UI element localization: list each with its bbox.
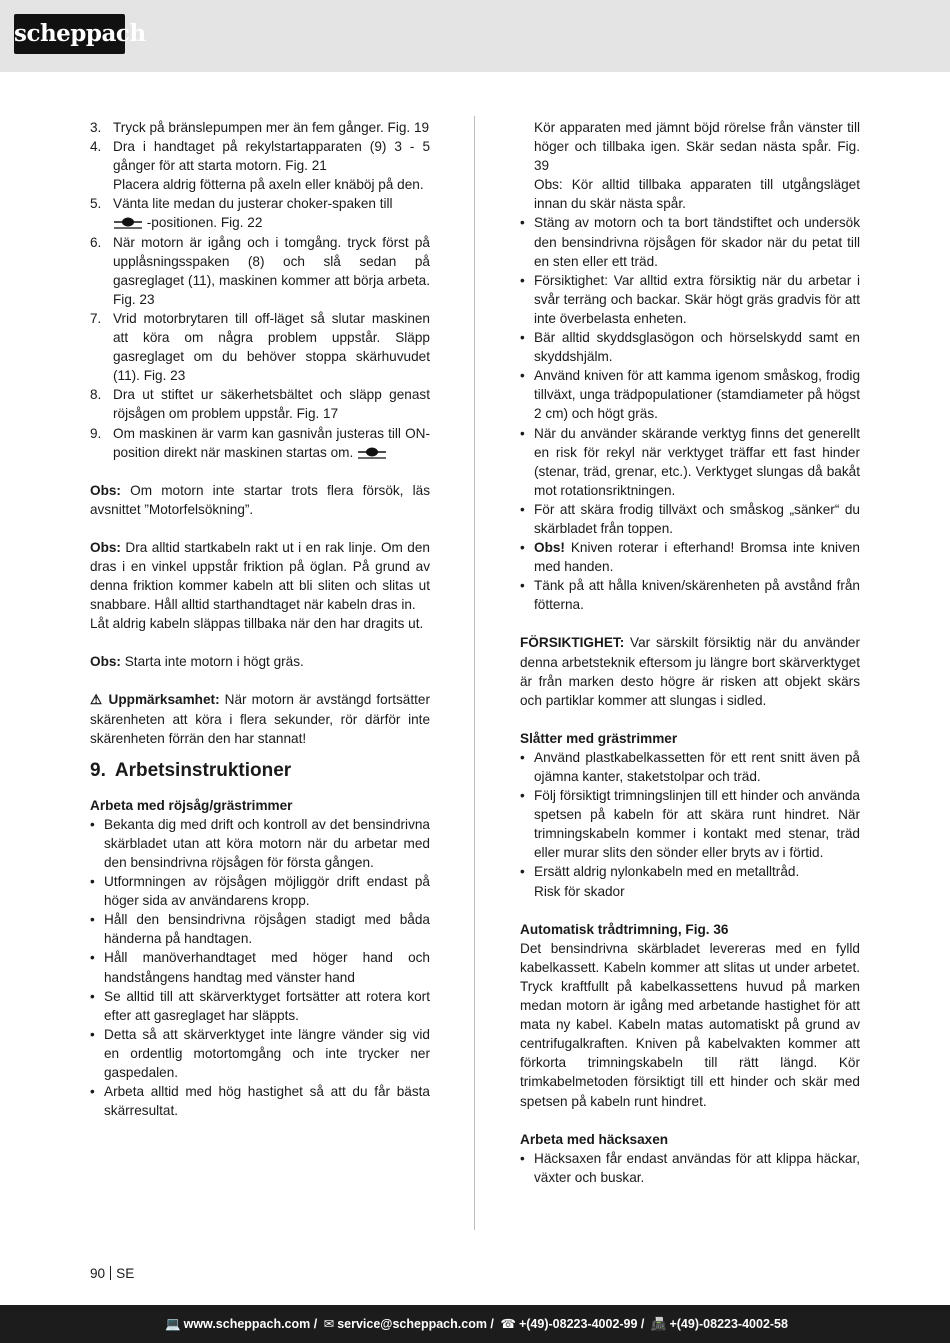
list-item: • Använd plastkabelkassetten för ett rent snitt även på ojämna kanter, staketstolpar och träd. bbox=[520, 749, 860, 784]
step-item: 5. Vänta lite medan du justerar choker-spaken till -positionen. Fig. 22 bbox=[90, 196, 393, 231]
list-item: • Ersätt aldrig nylonkabeln med en metalltråd. bbox=[520, 864, 800, 880]
warning-paragraph: ⚠ Uppmärksamhet: När motorn är avstängd fortsätter skärenheten att köra i flera sekunder, rör därför inte skärenheten förrän den har stannat! bbox=[90, 692, 431, 746]
note-paragraph: Obs: Om motorn inte startar trots flera försök, läs avsnittet ”Motorfelsökning”. bbox=[90, 482, 430, 517]
list-item: • Följ försiktigt trimningslinjen till ett hinder och använda spetsen på kabeln för att skära runt hindret. När trimningskabeln kommer i kontakt med stenar, träd eller murar slits den sönder eller bryts av i förtid. bbox=[520, 788, 860, 861]
note-paragraph: Obs: Dra alltid startkabeln rakt ut i en rak linje. Om den dras i en vinkel uppstår friktion på öglan. På grund av denna friktion kommer kabeln att bli sliten och slitas ut snabbare. Håll alltid starthandtaget när kabeln dras in. bbox=[90, 539, 430, 613]
continued-paragraph: Risk för skador bbox=[534, 883, 625, 899]
language-code: SE bbox=[116, 1266, 135, 1281]
page-header bbox=[0, 0, 950, 72]
warning-icon: ⚠ bbox=[90, 692, 104, 708]
list-item: • Häcksaxen får endast användas för att klippa häckar, växter och buskar. bbox=[520, 1150, 860, 1185]
list-item: • Obs! Kniven roterar i efterhand! Bromsa inte kniven med handen. bbox=[520, 540, 860, 575]
step-item: 8. Dra ut stiftet ur säkerhetsbältet och släpp genast röjsågen om problem uppstår. Fig. 17 bbox=[90, 387, 430, 422]
subheading: Arbeta med röjsåg/grästrimmer bbox=[90, 797, 293, 813]
list-item: • Håll manöverhandtaget med höger hand och handstångens handtag med vänster hand bbox=[90, 950, 430, 985]
list-item: • Använd kniven för att kamma igenom småskog, frodig tillväxt, unga trädpopulationer (stamdiameter på högst 2 cm) och högt gräs. bbox=[520, 368, 860, 422]
fax-icon: 📠 bbox=[650, 1317, 667, 1331]
list-item: • För att skära frodig tillväxt och småskog „sänker“ du skärbladet från toppen. bbox=[520, 501, 860, 536]
subheading: Automatisk trådtrimning, Fig. 36 bbox=[520, 921, 729, 937]
page-number-label bbox=[90, 1266, 134, 1281]
page-number: 90 bbox=[90, 1266, 106, 1281]
subheading: Arbeta med häcksaxen bbox=[520, 1131, 669, 1147]
email-link[interactable]: service@scheppach.com / bbox=[337, 1317, 494, 1331]
computer-icon: 💻 bbox=[165, 1317, 181, 1331]
choke-symbol-icon bbox=[113, 215, 143, 229]
mail-icon: ✉ bbox=[323, 1317, 335, 1331]
list-item: • Detta så att skärverktyget inte längre vänder sig vid en ordentlig motortomgång och inte trycker ner gaspedalen. bbox=[90, 1026, 430, 1081]
list-item: • Bär alltid skyddsglasögon och hörselskydd samt en skyddshjälm. bbox=[520, 330, 860, 365]
list-item: • Se alltid till att skärverktyget fortsätter att rotera kort efter att gasreglaget har släppts. bbox=[90, 988, 430, 1023]
on-position-symbol-icon bbox=[357, 445, 387, 459]
list-item: • Håll den bensindrivna röjsågen stadigt med båda händerna på handtagen. bbox=[90, 912, 430, 947]
note-paragraph-continued: Låt aldrig kabeln släppas tillbaka när den har dragits ut. bbox=[90, 616, 424, 632]
contact-bar bbox=[0, 1305, 950, 1343]
list-item: • Arbeta alltid med hög hastighet så att du får bästa skärresultat. bbox=[90, 1084, 430, 1119]
list-item: • Utformningen av röjsågen möjliggör drift endast på höger sida av användarens kropp. bbox=[90, 874, 430, 909]
subheading: Slåtter med grästrimmer bbox=[520, 730, 678, 746]
website-link[interactable]: www.scheppach.com / bbox=[183, 1317, 318, 1331]
list-item: • Försiktighet: Var alltid extra försiktig när du arbetar i svår terräng och backar. Skär högt gräs gradvis för att inte överbelasta enheten. bbox=[520, 272, 860, 326]
list-item: • Bekanta dig med drift och kontroll av det bensindrivna skärbladet utan att köra motorn när du arbetar med den bensindrivna röjsågen för första gången. bbox=[90, 816, 430, 870]
list-item: • När du använder skärande verktyg finns det generellt en risk för rekyl när verktyget träffar ett fast hinder (stenar, träd, grenar, etc.). Verktyget slungas då bakåt mot rotationsriktningen. bbox=[520, 425, 860, 498]
list-item: • Stäng av motorn och ta bort tändstiftet och undersök den bensindrivna röjsågen för skador när du petat till en sten eller ett träd. bbox=[520, 215, 860, 269]
note-paragraph: Obs: Starta inte motorn i högt gräs. bbox=[90, 654, 304, 670]
continued-paragraph: Kör apparaten med jämnt böjd rörelse från vänster till höger och tillbaka igen. Skär sedan nästa spår. Fig. 39 bbox=[534, 120, 860, 174]
continued-paragraph: Obs: Kör alltid tillbaka apparaten till utgångsläget innan du skär nästa spår. bbox=[534, 177, 860, 212]
phone-number: +(49)-08223-4002-99 / bbox=[518, 1317, 645, 1331]
phone-icon: ☎ bbox=[500, 1317, 516, 1331]
fax-number: +(49)-08223-4002-58 bbox=[669, 1317, 788, 1331]
scheppach-logo: scheppach bbox=[14, 14, 125, 54]
list-item: • Tänk på att hålla kniven/skärenheten på avstånd från fötterna. bbox=[520, 578, 860, 613]
step-item: 3. Tryck på bränslepumpen mer än fem gånger. Fig. 19 bbox=[90, 120, 430, 135]
step-item: 7. Vrid motorbrytaren till off-läget så slutar maskinen att köra om några problem uppstår. Släpp gasreglaget om du behöver stoppa skärhuvudet (11). Fig. 23 bbox=[90, 310, 430, 384]
step-item: 4. Dra i handtaget på rekylstartapparaten (9) 3 - 5 gånger för att starta motorn. Fig. 21 Placera aldrig fötterna på axeln eller knäböj på den. bbox=[90, 139, 430, 193]
right-column bbox=[520, 118, 860, 1187]
column-divider bbox=[474, 116, 475, 1230]
body-paragraph: Det bensindrivna skärbladet levereras med en fylld kabelkassett. Kabeln kommer att slitas ut under arbetet. Tryck kraftfullt på kabelkassettens huvud på marken medan motorn är igång med arbetande hastighet för att mata ny kabel. Kabeln matas automatiskt på grund av centrifugalkraften. Kniven på kabelvakten kommer att förkorta trimningskabeln till rätt längd. Kör trimkabelmetoden försiktigt till ett hinder och skär med spetsen på kabeln runt hindret. bbox=[520, 940, 860, 1109]
section-heading: 9. Arbetsinstruktioner bbox=[90, 759, 292, 781]
step-item: 9. Om maskinen är varm kan gasnivån justeras till ON-position direkt när maskinen startas om. bbox=[90, 425, 430, 460]
left-column bbox=[90, 118, 430, 1120]
step-item: 6. När motorn är igång och i tomgång. tryck först på upplåsningsspaken (8) och slå sedan på gasreglaget (11), maskinen kommer att börja arbeta. Fig. 23 bbox=[90, 234, 430, 307]
caution-paragraph: FÖRSIKTIGHET: Var särskilt försiktig när du använder denna arbetsteknik eftersom ju längre bort skärverktyget är från marken desto högre är risken att objekt skärs och partiklar kommer att slungas i sidled. bbox=[520, 635, 860, 708]
